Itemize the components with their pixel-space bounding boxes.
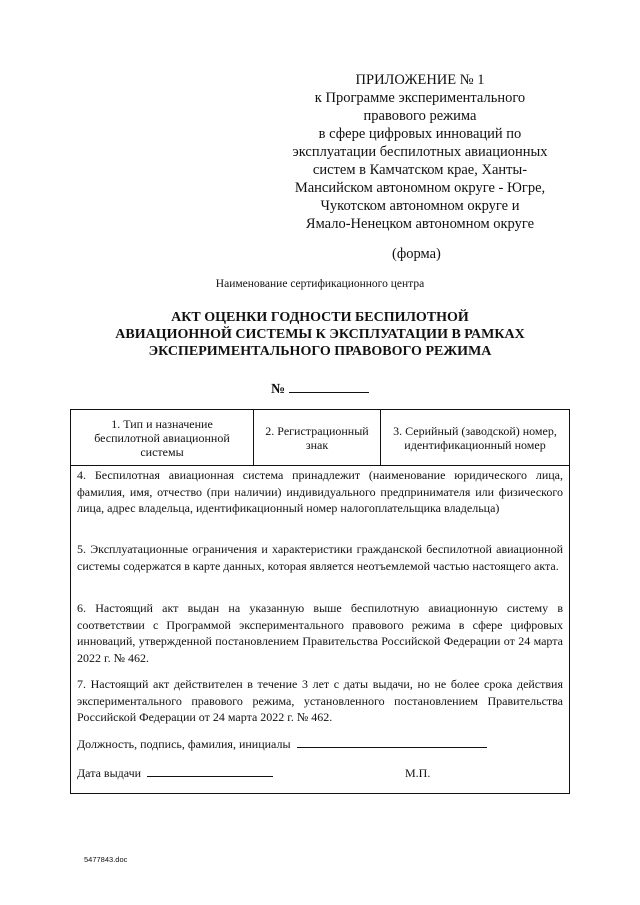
- table-header-row: [71, 410, 569, 466]
- appendix-line: Чукотском автономном округе и: [320, 198, 520, 214]
- header-serial-number: 3. Серийный (заводской) номер, идентификационный номер: [393, 423, 557, 452]
- signature-label: Должность, подпись, фамилия, инициалы: [77, 737, 291, 751]
- document-title: [60, 309, 580, 360]
- date-label: Дата выдачи: [77, 766, 142, 780]
- certification-center-name: Наименование сертификационного центра: [215, 278, 425, 290]
- appendix-line: Мансийском автономном округе - Югре,: [294, 180, 546, 196]
- appendix-line: в сфере цифровых инноваций по: [318, 126, 522, 142]
- date-blank-line[interactable]: [147, 766, 273, 777]
- act-form-table: [70, 409, 570, 794]
- title-line: АВИАЦИОННОЙ СИСТЕМЫ К ЭКСПЛУАТАЦИИ В РАМКАХ: [115, 327, 525, 342]
- paragraph-validity: 7. Настоящий акт действителен в течение 3 лет с даты выдачи, но не более срока действия экспериментального правового режима, установленного постановлением Правительства Российской Федерации от 24 марта 2022 г. № 462.: [77, 677, 563, 724]
- title-line: АКТ ОЦЕНКИ ГОДНОСТИ БЕСПИЛОТНОЙ: [171, 310, 469, 325]
- title-line: ЭКСПЕРИМЕНТАЛЬНОГО ПРАВОВОГО РЕЖИМА: [148, 344, 492, 359]
- appendix-line: правового режима: [363, 108, 477, 124]
- appendix-line: систем в Камчатском крае, Ханты-: [312, 162, 528, 178]
- date-row: [77, 766, 273, 781]
- appendix-line: к Программе экспериментального: [314, 90, 526, 106]
- appendix-block: [270, 71, 570, 233]
- stamp-label: М.П.: [405, 766, 431, 780]
- signature-row: [77, 737, 487, 752]
- paragraph-issued: 6. Настоящий акт выдан на указанную выше беспилотную авиационную систему в соответствии с Программой экспериментального правового режима в сфере цифровых инноваций, утвержденной постановлением Правительства Российской Федерации от 24 марта 2022 г. № 462.: [77, 601, 563, 665]
- paragraph-owner: 4. Беспилотная авиационная система принадлежит (наименование юридического лица, фамилия, имя, отчество (при наличии) индивидуального предпринимателя или физического лица, адрес владельца, идентификационный номер налогоплательщика владельца): [77, 468, 563, 515]
- signature-blank-line[interactable]: [297, 737, 487, 748]
- appendix-line: эксплуатации беспилотных авиационных: [292, 144, 548, 160]
- appendix-line: Ямало-Ненецком автономном округе: [305, 216, 535, 232]
- paragraph-limitations: 5. Эксплуатационные ограничения и характеристики гражданской беспилотной авиационной системы содержатся в карте данных, которая является неотъемлемой частью настоящего акта.: [77, 542, 563, 573]
- number-sign: №: [270, 382, 286, 397]
- document-number: [0, 380, 640, 398]
- header-type-purpose: 1. Тип и назначение беспилотной авиационной системы: [71, 410, 254, 465]
- header-registration-mark: 2. Регистрационный знак: [254, 410, 381, 465]
- file-name-footer: 5477843.doc: [84, 855, 128, 864]
- form-label: (форма): [392, 246, 441, 262]
- number-blank-line[interactable]: [289, 380, 369, 393]
- appendix-line: ПРИЛОЖЕНИЕ № 1: [355, 72, 485, 88]
